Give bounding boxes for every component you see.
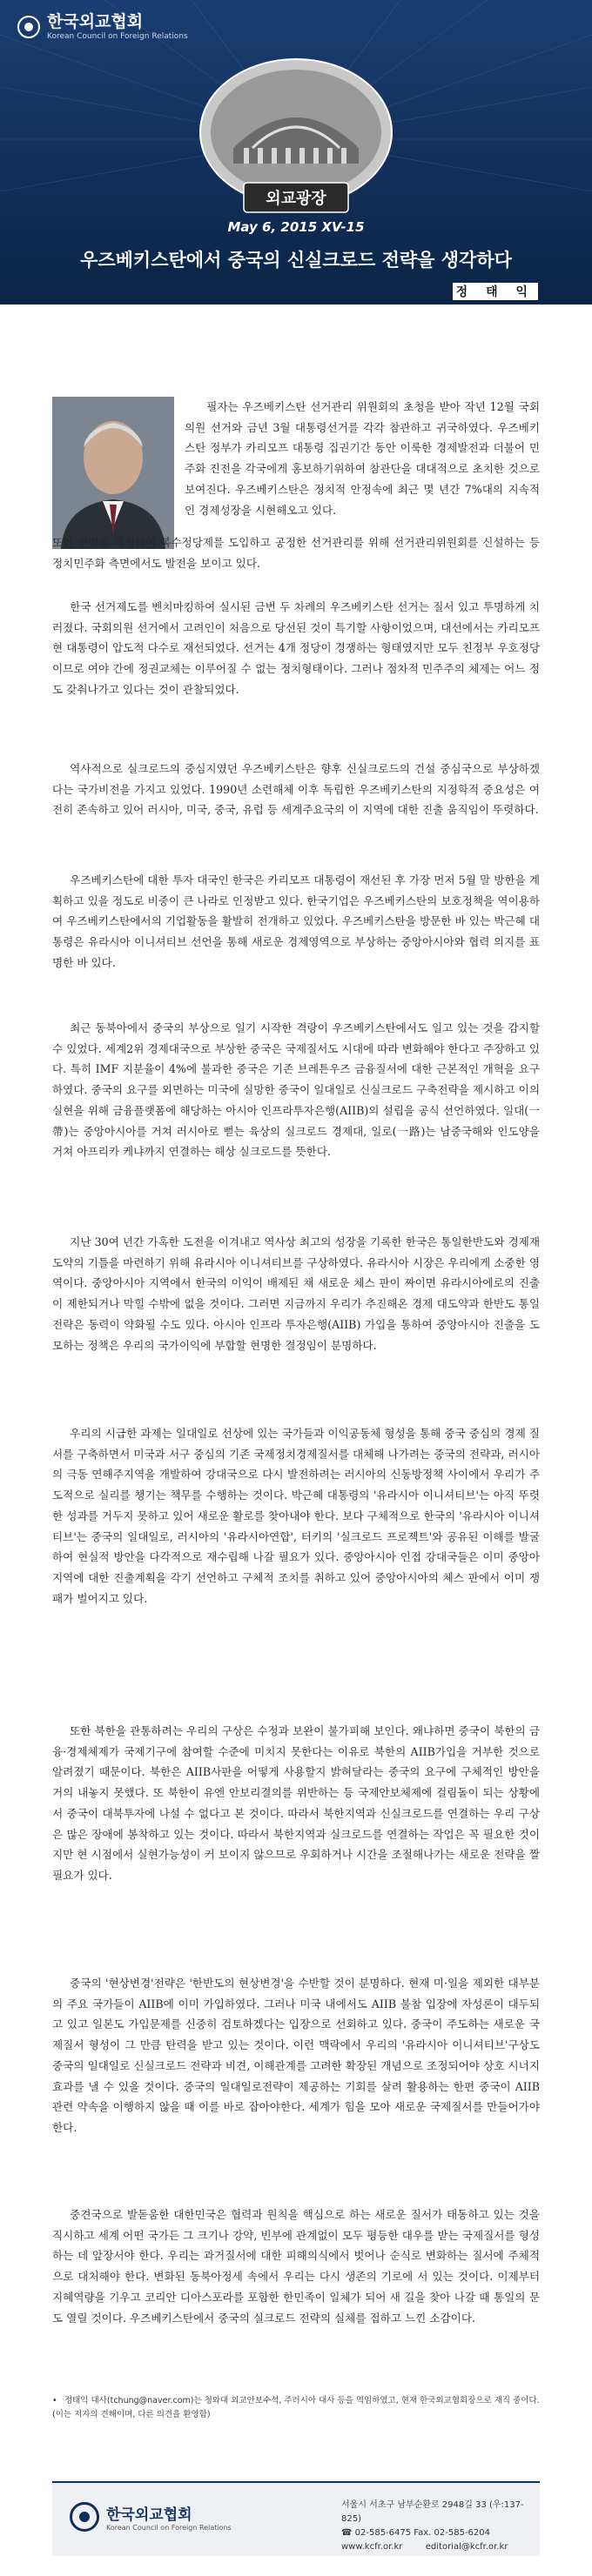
intro-paragraph: 필자는 우즈베키스탄 선거관리 위원회의 초청을 받아 작년 12월 국회의원 선거와 금년 3월 대통령선거를 각각 참관하고 귀국하였다. 우즈베키스탄 정부가 카리모프 대통령 집권기간 동안 이룩한 경제발전과 더불어 민주화 진전을 각국에게 홍보하기위하여 참관단을 대대적으로 초치한 것으로 보여진다. 우즈베키스탄은 정치적 안정속에 최근 몇 년간 7%대의 지속적인 경제성장을 시현해오고 있다. (185, 400, 540, 517)
page-footer (0, 2460, 592, 2576)
footnote-text: 정태익 대사(tchung@naver.com)는 청와대 외교안보수석, 주러시아 대사 등을 역임하였고, 현재 한국외교협회장으로 재직 중이다. (이는 저자의 견해이며, 다른 의견을 환영함) (52, 2396, 540, 2419)
author-portrait-icon (52, 397, 174, 549)
paragraph-3: 우즈베키스탄에 대한 투자 대국인 한국은 카리모프 대통령이 재선된 후 가장 먼저 5월 말 방한을 계획하고 있을 정도로 비중이 큰 나라로 인정받고 있다. 한국기업은 우즈베키스탄의 보호정책을 역이용하여 우즈베키스탄에서의 기업활동을 활발히 전개하고 있었다. 우즈베키스탄을 방문한 바 있는 박근혜 대통령은 유라시아 이니셔티브 선언을 통해 새로운 경제영역으로 부상하는 중앙아시아와 협력 의지를 표명한 바 있다. (52, 873, 540, 969)
newsletter-name: 외교광장 (266, 190, 326, 208)
masthead-org-en: Korean Council on Foreign Relations (47, 32, 188, 41)
masthead (0, 0, 592, 304)
paragraph-7: 또한 북한을 관통하려는 우리의 구상은 수정과 보완이 불가피해 보인다. 왜냐하면 중국이 북한의 금융·경제체제가 국제기구에 참여할 수준에 미치지 못한다는 이유로 북한의 AIIB가입을 거부한 것으로 알려졌기 때문이다. 북한은 AIIB사판을 어떻게 사용할지 밝혀달라는 중국의 요구에 구체적인 방안을 거의 내놓지 못했다. 또 북한이 유엔 안보리결의를 위반하는 등 국제안보체제에 걸림돌이 되는 상황에서 중국이 대북투자에 나설 수 없다고 본 것이다. 따라서 북한지역과 신실크로드를 연결하는 우리 구상은 많은 장애에 봉착하고 있는 것이다. 따라서 북한지역과 실크로드를 연결하는 작업은 꼭 필요한 것이지만 현 시점에서 실현가능성이 커 보이지 않으므로 우회하거나 시간을 조절해나가는 새로운 전략을 짤 필요가 있다. (52, 1724, 540, 1882)
article-author: 정 태 익 (453, 283, 538, 300)
masthead-org-ko: 한국외교협회 (47, 12, 144, 31)
footer-email-link[interactable]: editorial@kcfr.or.kr (425, 2542, 508, 2552)
paragraph-4: 최근 동북아에서 중국의 부상으로 일기 시작한 격랑이 우즈베키스탄에서도 일고 있는 것을 감지할 수 있었다. 세계2위 경제대국으로 부상한 중국은 국제질서도 시대에 따라 변화해야 한다고 주장하고 있다. 특히 IMF 지분율이 4%에 불과한 중국은 기존 브레튼우즈 금융질서에 대한 근본적인 개혁을 요구하였다. 중국의 요구를 외면하는 미국에 실망한 중국이 일대일로 신실크로드 구축전략을 제시하고 이의 실현을 위해 금융플랫폼에 해당하는 아시아 인프라투자은행(AIIB)의 설립을 공식 선언하였다. 일대(一帶)는 중앙아시아를 거쳐 러시아로 뻗는 육상의 실크로드 경제대, 일로(一路)는 남중국해와 인도양을 거쳐 아프리카 케냐까지 연결하는 해상 실크로드를 뜻한다. (52, 1021, 540, 1159)
author-footnote (52, 2394, 540, 2422)
footer-phone: ☎ 02-585-6475 Fax. 02-585-6204 (341, 2528, 491, 2538)
paragraph-1: 한국 선거제도를 벤치마킹하여 실시된 금번 두 차례의 우즈베키스탄 선거는 질서 있고 투명하게 치러졌다. 국회의원 선거에서 고려인이 처음으로 당선된 것이 특기할 사항이었으며, 대선에서는 카리모프 현 대통령이 압도적 다수로 재선되었다. 선거는 4개 정당이 경쟁하는 형태였지만 모두 친정부 우호정당이므로 여야 간에 정권교체는 이루어질 수 없는 정치형태이다. 그러나 점차적 민주주의 체제는 어느 정도 갖춰나가고 있다는 것이 관찰되었다. (52, 600, 540, 696)
footer-logo (70, 2502, 232, 2532)
issue-date: May 6, 2015 XV-15 (227, 219, 365, 235)
footer-org-en: Korean Council on Foreign Relations (106, 2524, 232, 2532)
council-seal-icon (17, 16, 40, 38)
footer-org-ko: 한국외교협회 (106, 2506, 192, 2524)
newsletter-emblem-icon (192, 52, 400, 226)
paragraph-9: 중견국으로 발돋움한 대한민국은 협력과 원칙을 핵심으로 하는 새로운 질서가 태동하고 있는 것을 직시하고 세계 어떤 국가든 그 크기나 강약, 빈부에 관계없이 모두 평등한 대우를 받는 국제질서를 형성하는 데 앞장서야 한다. 우리는 과거질서에 대한 피해의식에서 벗어나 순식로 변화하는 질서에 주체적으로 대처해야 한다. 변화된 동북아정세 속에서 우리는 다시 생존의 기로에 서 있는 것이다. 이제부터 지혜역량을 기우고 코리안 디아스포라를 포함한 한민족이 일체가 되어 새 길을 찾아 나갈 때 통일의 문도 열릴 것이다. 우즈베키스탄에서 중국의 실크로드 전략의 실체를 접하고 느낀 소감이다. (52, 2208, 540, 2325)
footer-website-link[interactable]: www.kcfr.or.kr (341, 2542, 403, 2552)
masthead-logo (17, 12, 188, 42)
footer-address: 서울시 서초구 남부순환로 2948길 33 (우:137-825) (341, 2500, 524, 2524)
intro-continuation: 또한 헌법을 개정하여 복수정당제를 도입하고 공정한 선거관리를 위해 선거관리위원회를 신설하는 등 정치민주화 측면에서도 발전을 보이고 있다. (52, 536, 540, 570)
article-title: 우즈베키스탄에서 중국의 신실크로드 전략을 생각하다 (80, 250, 512, 271)
footer-contact (341, 2499, 533, 2554)
paragraph-5: 지난 30여 년간 가혹한 도전을 이겨내고 역사상 최고의 성장을 기록한 한국은 통일한반도와 경제재도약의 기틀을 마련하기 위해 유라시아 이니셔티브를 구상하였다. 유라시아 시장은 우리에게 소중한 영역이다. 중앙아시아 지역에서 한국의 이익이 배제된 채 새로운 체스 판이 짜이면 유라시아에로의 진출이 제한되거나 막힐 수밖에 없을 것이다. 그러면 지금까지 우리가 추진해온 경제 대도약과 한반도 통일전략은 동력이 약화될 수도 있다. 아시아 인프라 투자은행(AIIB) 가입을 통하여 중앙아시아 진출을 도모하는 정책은 우리의 국가이익에 부합할 현명한 결정임이 분명하다. (52, 1235, 540, 1352)
footnote-bullet-icon: • (52, 2396, 57, 2405)
paragraph-2: 역사적으로 실크로드의 중심지였던 우즈베키스탄은 향후 신실크로드의 건설 중심국으로 부상하겠다는 국가비전을 가지고 있었다. 1990년 소련해체 이후 독립한 우즈베키스탄의 지정학적 중요성은 여전히 존속하고 있어 러시아, 미국, 중국, 유럽 등 세계주요국의 이 지역에 대한 진출 움직임이 뚜렷하다. (52, 762, 540, 817)
author-photo (52, 397, 174, 549)
paragraph-8: 중국의 '현상변경'전략은 '한반도의 현상변경'을 수반할 것이 분명하다. 현재 미·일을 제외한 대부분의 주요 국가들이 AIIB에 이미 가입하였다. 그러나 미국 내에서도 AIIB 불참 입장에 자성론이 대두되고 있고 일본도 가입문제를 신중히 검토하겠다는 입장으로 선회하고 있다. 중국이 주도하는 새로운 국제질서 형성이 그 만큼 탄력을 받고 있는 것이다. 이런 맥락에서 우리의 '유라시아 이니셔티브'구상도 중국의 일대일로 신실크로드 전략과 비견, 이해관계를 고려한 확장된 개념으로 조정되어야 상호 시너지 효과를 낼 수 있을 것이다. 중국의 일대일로전략이 제공하는 기회를 살려 활용하는 한편 중국이 AIIB 관련 약속을 이행하지 않을 때 이를 바로 잡아야한다. 세계가 힘을 모아 새로운 국제질서를 만들어가야 한다. (52, 1977, 540, 2134)
footer-seal-icon (70, 2502, 99, 2532)
paragraph-6: 우리의 시급한 과제는 일대일로 선상에 있는 국가들과 이익공동체 형성을 통해 중국 중심의 경제 질서를 구축하면서 미국과 서구 중심의 기존 국제정치경제질서를 대체해 나가려는 중국의 전략과, 러시아의 극동 연해주지역을 개발하여 강대국으로 다시 발전하려는 러시아의 신동방정책 사이에서 우리가 주도적으로 실리를 챙기는 책무를 수행하는 것이다. 박근혜 대통령의 '유라시아 이니셔티브'는 아직 뚜렷한 성과를 거두지 못하고 있어 새로운 활로를 찾아내야 한다. 보다 구체적으로 한국의 '유라시아 이니셔티브'는 중국의 일대일로, 러시아의 '유라시아연합', 터키의 '실크로드 프로젝트'와 공유된 이해를 발굴하여 현실적 방안을 다각적으로 재수립해 나갈 필요가 있다. 중앙아시아 인접 강대국들은 이미 중앙아 지역에 대한 진출계획을 각기 선언하고 구체적 조치를 취하고 있어 중앙아시아의 체스 판에서 이미 쟁패가 벌어지고 있다. (52, 1427, 540, 1605)
